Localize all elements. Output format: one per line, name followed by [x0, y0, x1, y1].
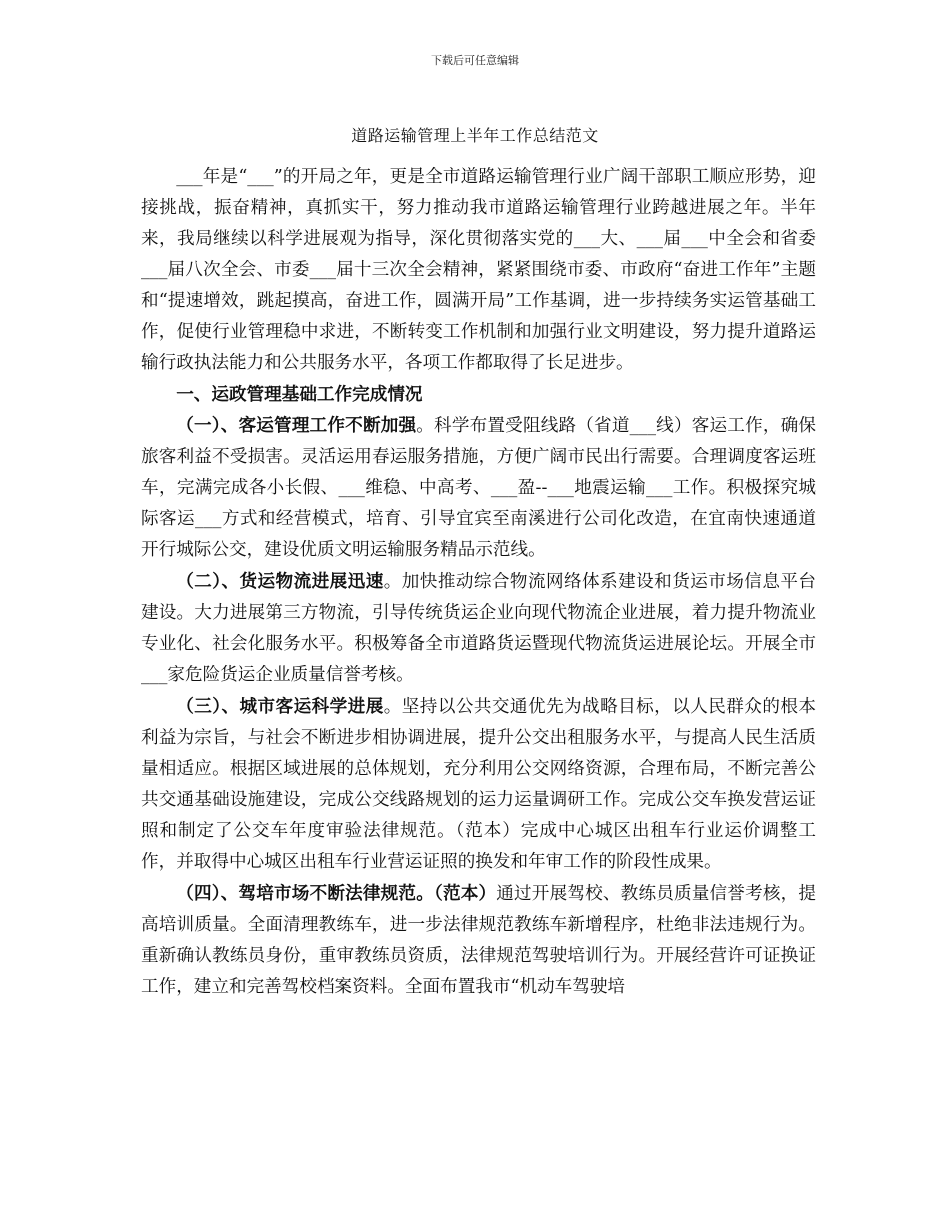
- paragraph-lead: （三）、城市客运科学进展: [176, 696, 384, 717]
- paragraph-text: 通过开展驾校、教练员质量信誉考核，提高培训质量。全面清理教练车，进一步法律规范教练车新增程序，杜绝非法违规行为。重新确认教练员身份，重审教练员资质，法律规范驾驶培训行为。开展经营许可证换证工作，建立和完善驾校档案资料。全面布置我市“机动车驾驶培: [141, 884, 816, 997]
- paragraph-lead: （四）、驾培市场不断法律规范。（范本）: [176, 883, 497, 904]
- intro-paragraph: ___年是“___”的开局之年，更是全市道路运输管理行业广阔干部职工顺应形势，迎接挑战，振奋精神，真抓实干，努力推动我市道路运输管理行业跨越进展之年。半年来，我局继续以科学进展观为指导，深化贯彻落实党的___大、___届___中全会和省委___届八次全会、市委___届十三次全会精神，紧紧围绕市委、市政府“奋进工作年”主题和“提速增效，跳起摸高，奋进工作，圆满开局”工作基调，进一步持续务实运管基础工作，促使行业管理稳中求进，不断转变工作机制和加强行业文明建设，努力提升道路运输行政执法能力和公共服务水平，各项工作都取得了长足进步。: [141, 167, 816, 373]
- paragraph-text: 。科学布置受阻线路（省道___线）客运工作，确保旅客利益不受损害。灵活运用春运服务措施，方便广阔市民出行需要。合理调度客运班车，完满完成各小长假、___维稳、中高考、___盈--___地震运输___工作。积极探究城际客运___方式和经营模式，培育、引导宜宾至南溪进行公司化改造，在宜南快速通道开行城际公交，建设优质文明运输服务精品示范线。: [141, 416, 816, 560]
- paragraph-passenger-transport: [141, 410, 816, 566]
- paragraph-text: 。坚持以公共交通优先为战略目标，以人民群众的根本利益为宗旨，与社会不断进步相协调进展，提升公交出租服务水平，与提高人民生活质量相适应。根据区域进展的总体规划，充分利用公交网络资源，合理布局，不断完善公共交通基础设施建设，完成公交线路规划的运力运量调研工作。完成公交车换发营运证照和制定了公交车年度审验法律规范。（范本）完成中心城区出租车行业运价调整工作，并取得中心城区出租车行业营运证照的换发和年审工作的阶段性成果。: [141, 697, 816, 872]
- document-title: 道路运输管理上半年工作总结范文: [351, 126, 599, 145]
- paragraph-freight-logistics: [141, 566, 816, 691]
- paragraph-urban-transit: [141, 691, 816, 878]
- document-body: [141, 162, 816, 1003]
- paragraph-text: 。加快推动综合物流网络体系建设和货运市场信息平台建设。大力进展第三方物流，引导传统货运企业向现代物流企业进展，着力提升物流业专业化、社会化服务水平。积极筹备全市道路货运暨现代物流货运进展论坛。开展全市___家危险货运企业质量信誉考核。: [141, 572, 816, 685]
- paragraph-lead: （二）、货运物流进展迅速: [176, 571, 384, 592]
- header-note: 下载后可任意编辑: [431, 54, 519, 67]
- paragraph-driver-training: [141, 878, 816, 1003]
- section-heading: 一、运政管理基础工作完成情况: [176, 384, 423, 405]
- paragraph-lead: （一）、客运管理工作不断加强: [176, 415, 417, 436]
